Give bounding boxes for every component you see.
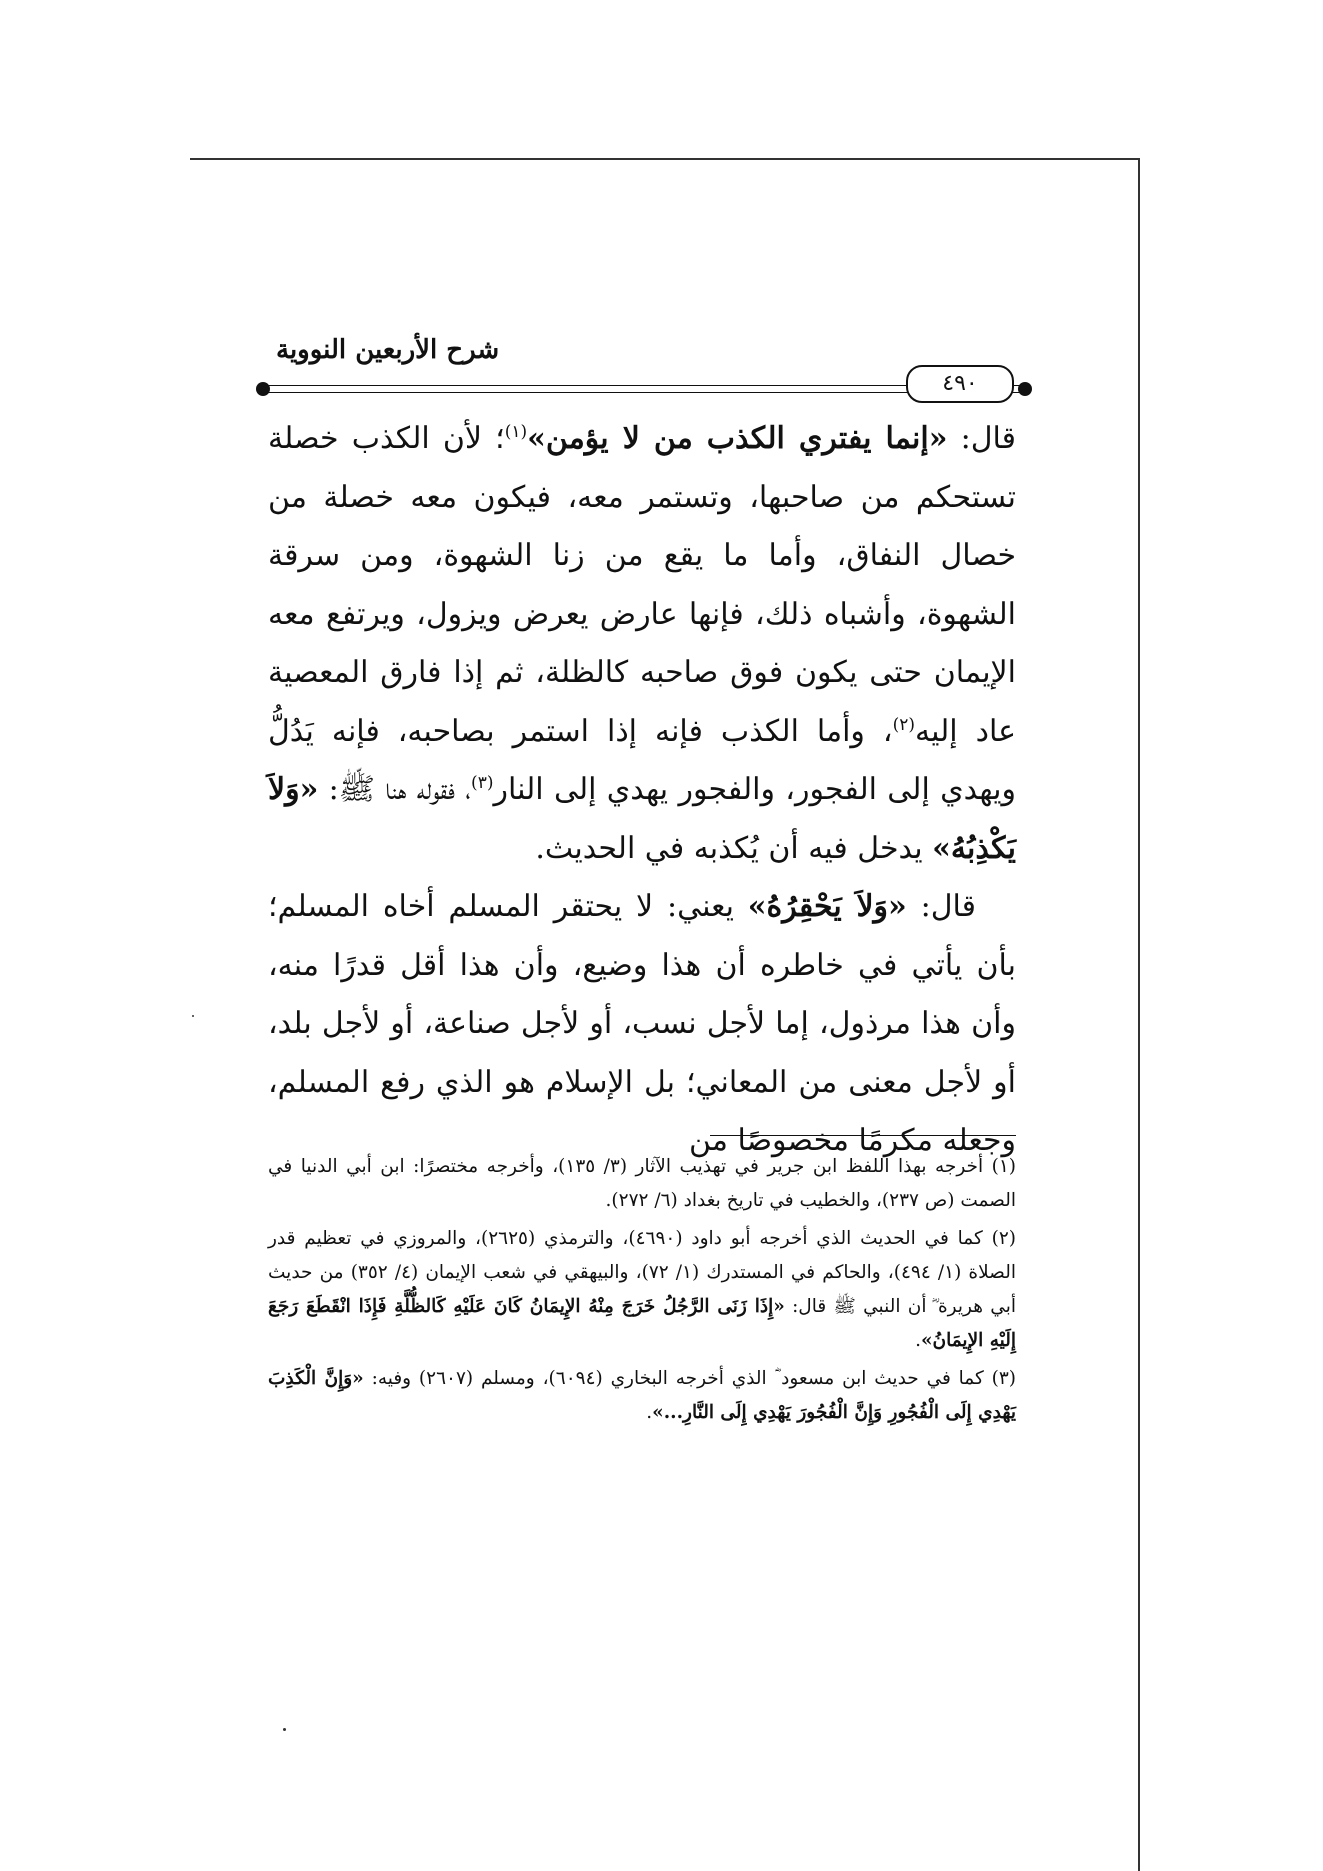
paragraph-text: يعني: لا يحتقر المسلم أخاه المسلم؛ بأن يأتي في خاطره أن هذا وضيع، وأن هذا أقل قدرًا منه، وأن هذا مرذول، إما لأجل نسب، أو لأجل صناعة، أو لأجل بلد، أو لأجل معنى من المعاني؛ بل الإسلام هو الذي رفع المسلم، وجعله مكرمًا مخصوصًا من bbox=[268, 889, 1016, 1158]
scan-speck bbox=[283, 1728, 286, 1731]
footnote-quote: «إِذَا زَنَى الرَّجُلُ خَرَجَ مِنْهُ الإِيمَانُ كَانَ عَلَيْهِ كَالظُّلَّةِ فَإِذَا انْقَطَعَ رَجَعَ إِلَيْهِ الإِيمَانُ» bbox=[268, 1296, 1016, 1351]
paragraph-prefix: قال: bbox=[947, 421, 1016, 456]
footnotes bbox=[268, 1150, 1016, 1434]
header-ornament-dot bbox=[256, 382, 270, 396]
footnote-text: . bbox=[646, 1402, 653, 1423]
footnote-text: (٢) كما في الحديث الذي أخرجه أبو داود (٤٦٩٠)، والترمذي (٢٦٢٥)، والمروزي في تعظيم قدر الصلاة (١/ ٤٩٤)، والحاكم في المستدرك (١/ ٧٢)، والبيهقي في شعب الإيمان (٤/ ٣٥٢) من حديث أبي هريرة ؓ أن النبي ﷺ قال: bbox=[268, 1228, 1016, 1317]
footnote-ref[interactable]: (٢) bbox=[892, 714, 915, 735]
footnote-ref[interactable]: (١) bbox=[504, 422, 528, 442]
paragraph bbox=[268, 878, 1016, 1171]
paragraph-text: ، فقوله هنا ﷺ: bbox=[318, 772, 472, 807]
scan-speck bbox=[192, 1015, 194, 1017]
footnote-ref[interactable]: (٣) bbox=[471, 773, 494, 793]
paragraph-text: ، وأما الكذب فإنه إذا استمر بصاحبه، فإنه يَدُلُّ ويهدي إلى الفجور، والفجور يهدي إلى النار bbox=[268, 713, 1017, 807]
footnote bbox=[268, 1362, 1016, 1430]
hadith-quote: «إنما يفتري الكذب من لا يؤمن» bbox=[527, 421, 948, 456]
footnote-text: (٣) كما في حديث ابن مسعود ؓ الذي أخرجه البخاري (٦٠٩٤)، ومسلم (٢٦٠٧) وفيه: bbox=[363, 1368, 1017, 1389]
paragraph-text: ؛ لأن الكذب خصلة تستحكم من صاحبها، وتستمر معه، فيكون معه خصلة من خصال النفاق، وأما ما يقع من زنا الشهوة، ومن سرقة الشهوة، وأشباه ذلك، فإنها عارض يعرض ويزول، ويرتفع معه الإيمان حتى يكون فوق صاحبه كالظلة، ثم إذا فارق المعصية عاد إليه bbox=[268, 421, 1016, 749]
header-ornament-dot bbox=[1018, 382, 1032, 396]
footnote-text: . bbox=[915, 1330, 921, 1351]
hadith-quote: «وَلاَ يَحْقِرُهُ» bbox=[747, 889, 907, 924]
footnote-quote: «وَإِنَّ الْكَذِبَ يَهْدِي إِلَى الْفُجُورِ وَإِنَّ الْفُجُورَ يَهْدِي إِلَى النَّارِ...» bbox=[268, 1368, 1016, 1423]
page-number: ٤٩٠ bbox=[906, 365, 1014, 403]
hadith-quote: «وَلاَ يَكْذِبُهُ» bbox=[268, 772, 1016, 866]
scan-right-border bbox=[1138, 158, 1140, 1871]
footnote-separator bbox=[710, 1135, 1016, 1136]
footnote-text: (١) أخرجه بهذا اللفظ ابن جرير في تهذيب الآثار (٣/ ١٣٥)، وأخرجه مختصرًا: ابن أبي الدنيا في الصمت (ص ٢٣٧)، والخطيب في تاريخ بغداد (٦/ ٢٧٢). bbox=[268, 1156, 1016, 1211]
paragraph-prefix: قال: bbox=[906, 889, 977, 924]
scan-top-border bbox=[190, 158, 1138, 160]
paragraph bbox=[268, 410, 1016, 878]
paragraph-text: يدخل فيه أن يُكذبه في الحديث. bbox=[535, 830, 933, 866]
page-header bbox=[256, 335, 1024, 395]
footnote bbox=[268, 1222, 1016, 1358]
footnote bbox=[268, 1150, 1016, 1218]
book-title: شرح الأربعين النووية bbox=[276, 335, 500, 365]
main-text bbox=[268, 410, 1016, 1171]
